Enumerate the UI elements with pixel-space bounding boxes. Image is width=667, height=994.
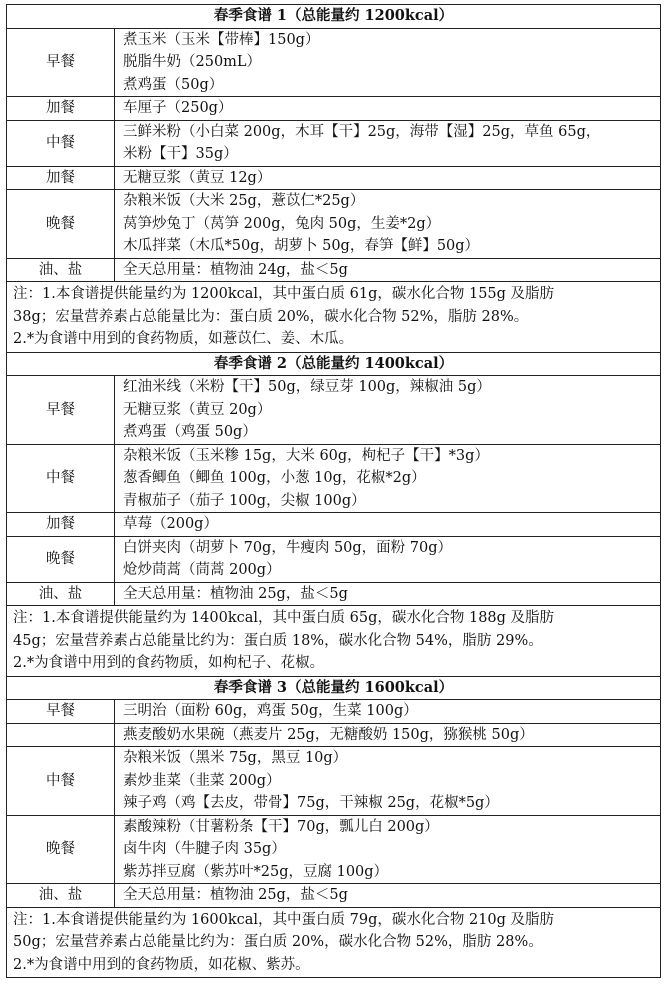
- food-item: 车厘子（250g）: [123, 100, 233, 116]
- note-line: 50g；宏量营养素占总能量比约为：蛋白质 20%，碳水化合物 52%，脂肪 28%。: [13, 934, 543, 950]
- meal-label: 早餐: [7, 28, 115, 97]
- menu-notes: [7, 606, 661, 677]
- food-item: 卤牛肉（牛腱子肉 35g）: [123, 841, 286, 857]
- meal-label: 中餐: [7, 120, 115, 166]
- menu-notes: [7, 282, 661, 353]
- food-item: 杂粮米饭（大米 25g，薏苡仁*25g）: [123, 193, 365, 209]
- meal-items: [115, 166, 661, 190]
- food-item: 燕麦酸奶水果碗（燕麦片 25g，无糖酸奶 150g，猕猴桃 50g）: [123, 726, 534, 743]
- food-item: 葱香鲫鱼（鲫鱼 100g，小葱 10g，花椒*2g）: [123, 470, 426, 486]
- food-item: 白饼夹肉（胡萝卜 70g，牛瘦肉 50g，面粉 70g）: [123, 539, 453, 556]
- food-item: 煮玉米（玉米【带棒】150g）: [123, 31, 320, 48]
- food-item: 杂粮米饭（黑米 75g，黑豆 10g）: [123, 750, 348, 766]
- food-item: 素炒韭菜（韭菜 200g）: [123, 772, 281, 789]
- meal-label: 油、盐: [7, 582, 115, 606]
- food-item: 煮鸡蛋（鸡蛋 50g）: [123, 424, 257, 440]
- meal-label: 油、盐: [7, 258, 115, 282]
- note-line: 注：1.本食谱提供能量约为 1200kcal，其中蛋白质 61g，碳水化合物 155g 及脂肪: [13, 286, 555, 302]
- food-item: 红油米线（米粉【干】50g，绿豆芽 100g，辣椒油 5g）: [123, 379, 491, 395]
- food-item: 辣子鸡（鸡【去皮，带骨】75g，干辣椒 25g，花椒*5g）: [123, 795, 499, 811]
- meal-items: [115, 258, 661, 282]
- food-item: 全天总用量：植物油 24g，盐＜5g: [123, 261, 348, 278]
- food-item: 素酸辣粉（甘薯粉条【干】70g，瓢儿白 200g）: [123, 818, 439, 835]
- meal-label: 加餐: [7, 166, 115, 190]
- note-line: 2.*为食谱中用到的食药物质，如花椒、紫苏。: [13, 956, 310, 973]
- meal-items: [115, 120, 661, 166]
- meal-items: [115, 536, 661, 582]
- food-item: 木瓜拌菜（木瓜*50g，胡萝卜 50g，春笋【鲜】50g）: [123, 238, 480, 254]
- note-line: 2.*为食谱中用到的食药物质，如枸杞子、花椒。: [13, 655, 325, 671]
- meal-items: [115, 376, 661, 445]
- meal-items: [115, 582, 661, 606]
- meal-items: [115, 884, 661, 908]
- meal-items: [115, 190, 661, 259]
- meal-label: 油、盐: [7, 884, 115, 908]
- food-item: 莴笋炒兔丁（莴笋 200g，兔肉 50g，生姜*2g）: [123, 215, 441, 232]
- recipe-table: [6, 4, 661, 978]
- meal-items: [115, 723, 661, 747]
- meal-items: [115, 815, 661, 884]
- meal-items: [115, 28, 661, 97]
- food-item: 全天总用量：植物油 25g，盐＜5g: [123, 585, 348, 602]
- meal-label: 加餐: [7, 513, 115, 537]
- food-item: 米粉【干】35g）: [123, 146, 238, 162]
- food-item: 无糖豆浆（黄豆 12g）: [123, 169, 272, 186]
- food-item: 草莓（200g）: [123, 516, 218, 532]
- note-line: 注：1.本食谱提供能量约为 1400kcal，其中蛋白质 65g，碳水化合物 188g 及脂肪: [13, 610, 555, 626]
- meal-items: [115, 747, 661, 816]
- food-item: 青椒茄子（茄子 100g，尖椒 100g）: [123, 492, 366, 509]
- meal-label: 加餐: [7, 97, 115, 121]
- meal-label: 晚餐: [7, 536, 115, 582]
- menu-title: 春季食谱 2（总能量约 1400kcal）: [7, 352, 661, 376]
- food-item: 三鲜米粉（小白菜 200g，木耳【干】25g，海带【湿】25g，草鱼 65g，: [123, 123, 601, 140]
- meal-label: 中餐: [7, 747, 115, 816]
- meal-label: [7, 723, 115, 747]
- food-item: 杂粮米饭（玉米糁 15g，大米 60g，枸杞子【干】*3g）: [123, 447, 489, 464]
- note-line: 注：1.本食谱提供能量约为 1600kcal，其中蛋白质 79g，碳水化合物 210g 及脂肪: [13, 911, 555, 928]
- meal-items: [115, 700, 661, 724]
- note-line: 2.*为食谱中用到的食药物质，如薏苡仁、姜、木瓜。: [13, 331, 354, 347]
- meal-items: [115, 444, 661, 513]
- meal-label: 晚餐: [7, 190, 115, 259]
- food-item: 煮鸡蛋（50g）: [123, 76, 224, 93]
- note-line: 38g；宏量营养素占总能量比为：蛋白质 20%，碳水化合物 52%，脂肪 28%。: [13, 308, 529, 325]
- menu-title: 春季食谱 3（总能量约 1600kcal）: [7, 676, 661, 700]
- food-item: 三明治（面粉 60g，鸡蛋 50g，生菜 100g）: [123, 703, 418, 719]
- meal-label: 早餐: [7, 376, 115, 445]
- meal-label: 晚餐: [7, 815, 115, 884]
- note-line: 45g；宏量营养素占总能量比约为：蛋白质 18%，碳水化合物 54%，脂肪 29%。: [13, 632, 543, 649]
- food-item: 脱脂牛奶（250mL）: [123, 54, 262, 70]
- food-item: 炝炒茼蒿（茼蒿 200g）: [123, 562, 281, 578]
- meal-items: [115, 97, 661, 121]
- meal-items: [115, 513, 661, 537]
- food-item: 全天总用量：植物油 25g，盐＜5g: [123, 887, 348, 903]
- menu-notes: [7, 907, 661, 978]
- menu-title: 春季食谱 1（总能量约 1200kcal）: [7, 5, 661, 29]
- meal-label: 中餐: [7, 444, 115, 513]
- meal-label: 早餐: [7, 700, 115, 724]
- food-item: 紫苏拌豆腐（紫苏叶*25g，豆腐 100g）: [123, 863, 389, 880]
- food-item: 无糖豆浆（黄豆 20g）: [123, 401, 272, 418]
